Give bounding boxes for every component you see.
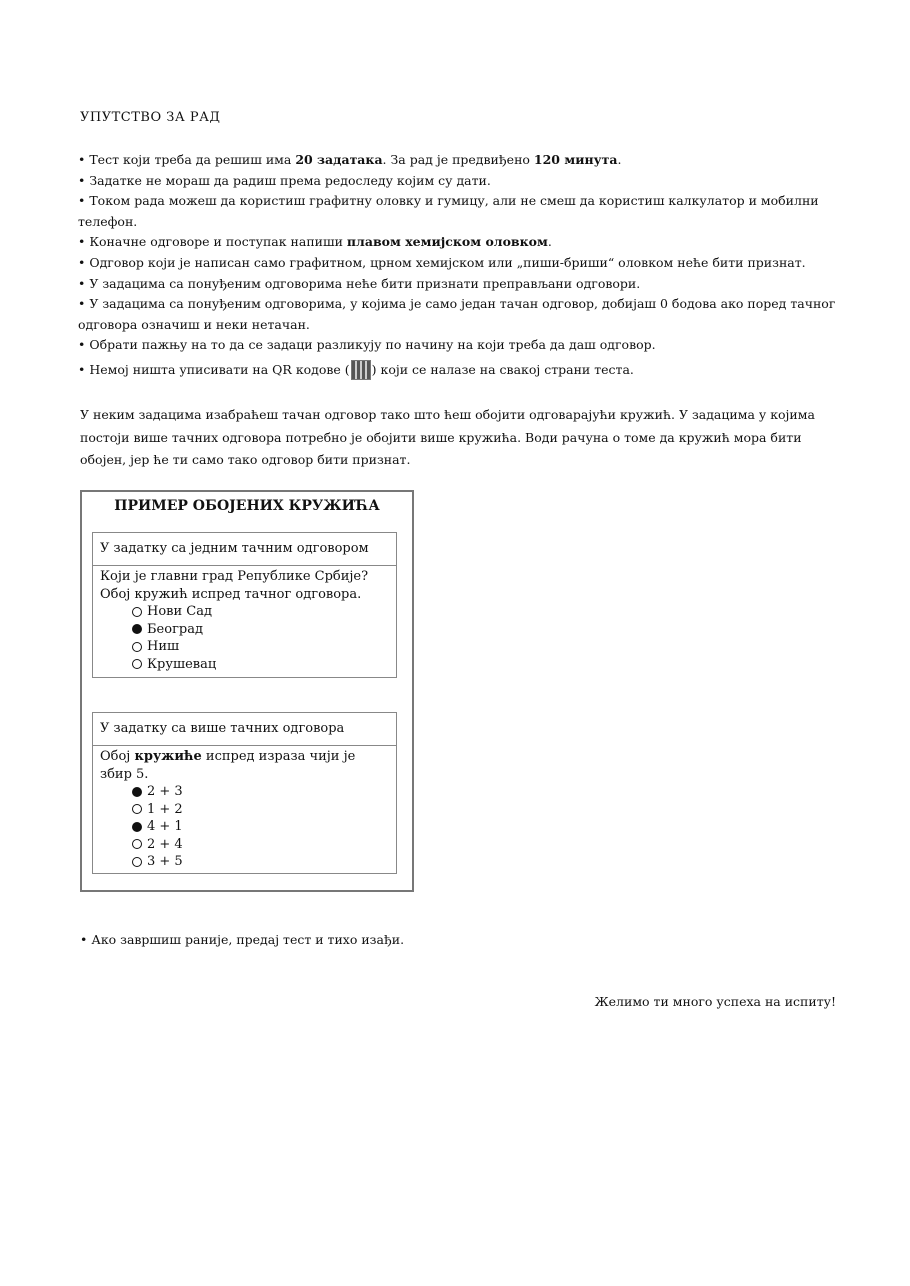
page-title: УПУТСТВО ЗА РАД (80, 110, 221, 125)
rule-text: ) који се налазе на свакој страни теста. (371, 361, 634, 377)
single-answer-heading: У задатку са једним тачним одговором (93, 533, 396, 566)
single-answer-example (92, 532, 397, 678)
answer-option (100, 638, 389, 656)
empty-circle-icon (132, 642, 142, 652)
rule-text: . (547, 234, 552, 250)
closing-message: Желимо ти много успеха на испиту! (594, 994, 836, 1009)
answer-option (100, 801, 389, 819)
rule-text: . (617, 152, 622, 167)
rule-text: • Коначне одговоре и поступак напиши (78, 234, 347, 250)
rule-item: • У задацима са понуђеним одговорима неће бити признати преправљани одговори. (78, 275, 641, 291)
answer-option-label: Нови Сад (147, 604, 212, 619)
example-instruction: Обој кружић испред тачног одговора. (100, 586, 362, 602)
multi-answer-body (93, 746, 396, 873)
rule-item: • Обрати пажњу на то да се задаци разликују по начину на који треба да даш одговор. (78, 337, 656, 353)
single-answer-body (93, 566, 396, 675)
empty-circle-icon (132, 607, 142, 617)
filled-circle-icon (132, 787, 142, 797)
answer-option-label: 2 + 3 (147, 784, 183, 799)
finish-note: • Ако завршиш раније, предај тест и тихо изађи. (80, 932, 405, 947)
multi-answer-example (92, 712, 397, 874)
answer-option-label: 3 + 5 (147, 854, 183, 869)
rule-item: • Током рада можеш да користиш графитну оловку и гумицу, али не смеш да користиш калкулатор и мобилни телефон. (78, 193, 819, 229)
rule-bold: плавом хемијском оловком (346, 234, 548, 250)
example-box (80, 490, 414, 892)
multi-answer-heading: У задатку са више тачних одговора (93, 713, 396, 746)
answer-option (100, 603, 389, 621)
filled-circle-icon (132, 624, 142, 634)
answer-option-label: 1 + 2 (147, 801, 183, 817)
rules-list (78, 150, 840, 381)
single-options-list (100, 603, 389, 673)
multi-options-list (100, 783, 389, 871)
answer-option (100, 818, 389, 836)
empty-circle-icon (132, 857, 142, 867)
example-title: ПРИМЕР ОБОЈЕНИХ КРУЖИЋА (114, 498, 380, 514)
qr-code-icon (351, 360, 371, 380)
empty-circle-icon (132, 804, 142, 814)
instruction-text: Обој (100, 749, 135, 764)
rule-item: • Одговор који је написан само графитном, црном хемијском или „пиши-бриши“ оловком неће бити признат. (78, 254, 806, 270)
rule-item (78, 360, 840, 381)
answer-option-label: Ниш (147, 639, 180, 654)
instruction-text: испред израза чији је збир 5. (100, 749, 356, 782)
rule-item (78, 150, 840, 171)
empty-circle-icon (132, 659, 142, 669)
example-instruction (100, 748, 389, 783)
rule-text: . За рад је предвиђено (382, 152, 534, 167)
rule-text: • Тест који треба да решиш има (78, 152, 296, 167)
rule-text: • Немој ништа уписивати на QR кодове ( (78, 361, 350, 377)
answer-option (100, 853, 389, 871)
rule-bold: 20 задатака (295, 152, 383, 167)
rule-item (78, 232, 840, 253)
instruction-bold: кружиће (134, 749, 202, 764)
rule-item: • У задацима са понуђеним одговорима, у којима је само један тачан одговор, добијаш 0 бодова ако поред тачног одговора означиш и неки нетачан. (78, 296, 836, 332)
intro-paragraph: У неким задацима изабраћеш тачан одговор тако што ћеш обојити одговарајући кружић. У задацима у којима постоји више тачних одговора потребно је обојити више кружића. Води рачуна о томе да кружић мора бити обојен, јер ће ти само тако одговор бити признат. (80, 407, 815, 467)
answer-option (100, 656, 389, 674)
answer-option (100, 836, 389, 854)
filled-circle-icon (132, 822, 142, 832)
example-question: Који је главни град Републике Србије? (100, 569, 369, 584)
answer-option (100, 621, 389, 639)
rule-bold: 120 минута (533, 152, 618, 167)
empty-circle-icon (132, 839, 142, 849)
rule-item: • Задатке не мораш да радиш према редоследу којим су дати. (78, 172, 491, 188)
answer-option-label: 2 + 4 (147, 836, 183, 852)
answer-option (100, 783, 389, 801)
answer-option-label: Крушевац (147, 656, 217, 672)
answer-option-label: 4 + 1 (147, 819, 183, 834)
answer-option-label: Београд (147, 621, 203, 637)
